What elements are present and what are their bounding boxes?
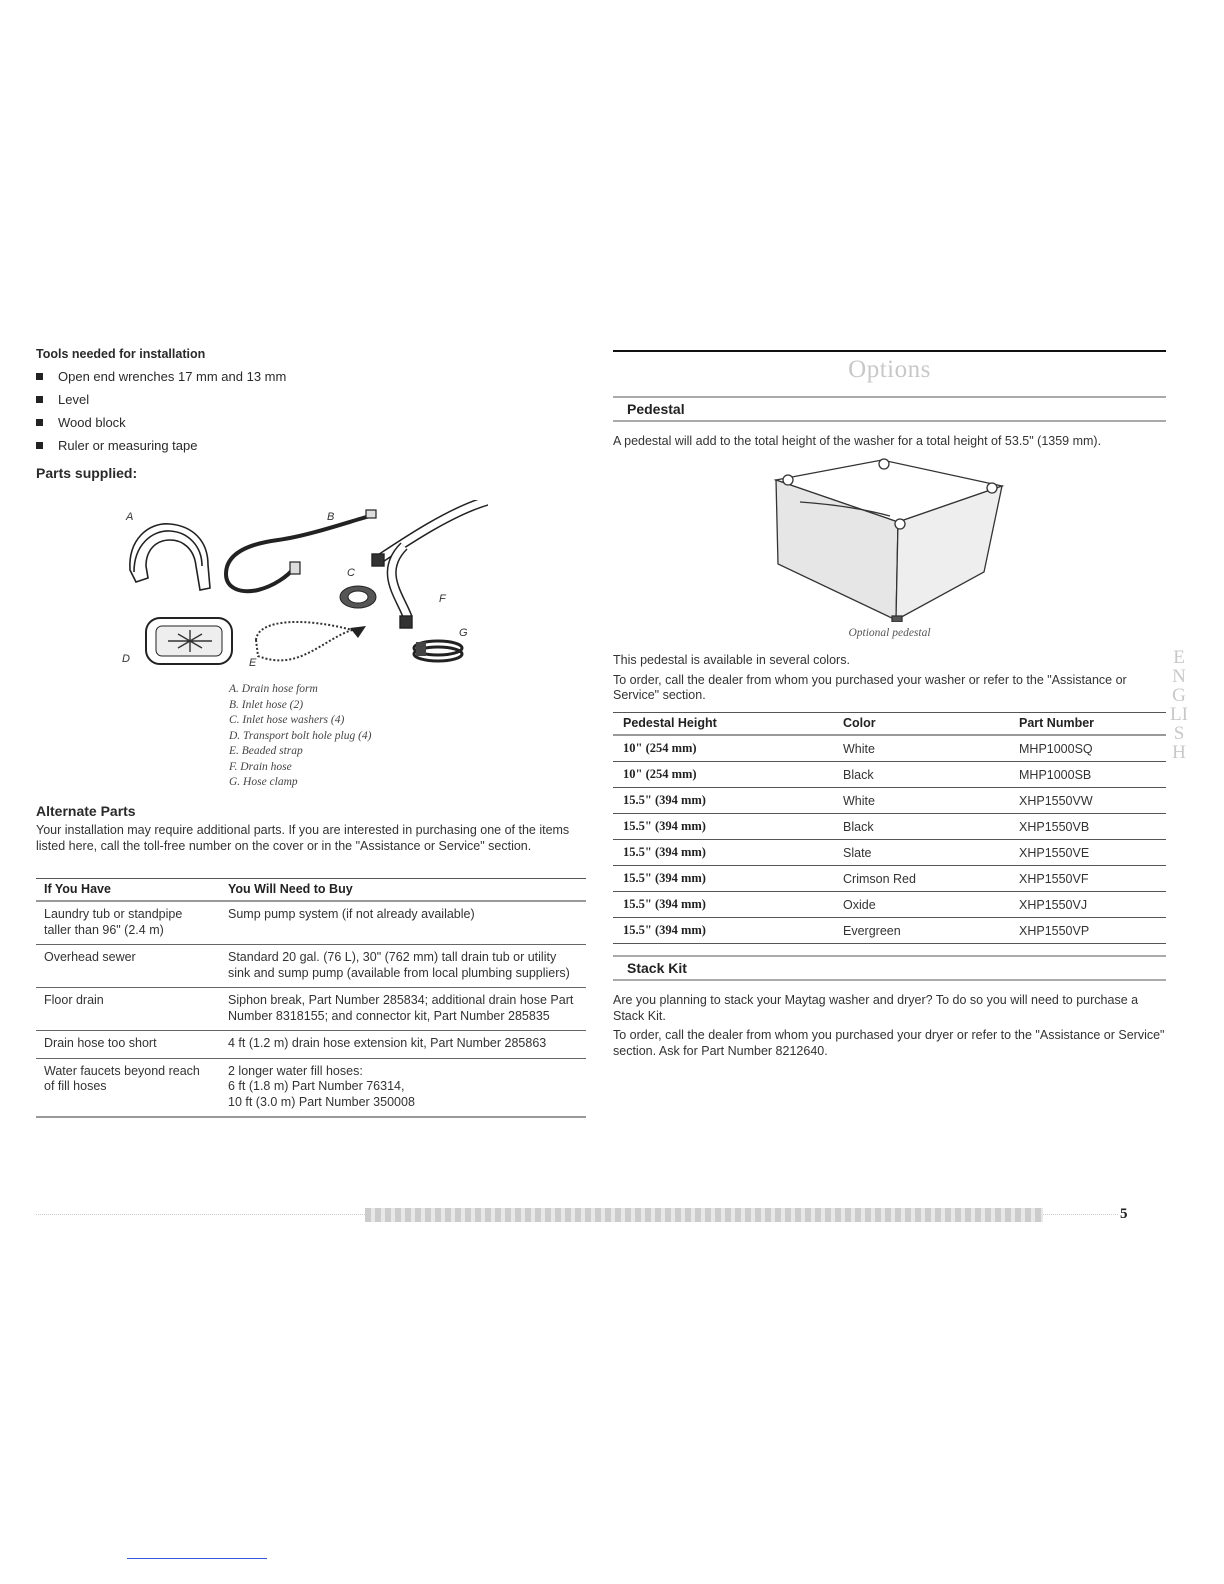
parts-captions: A. Drain hose form B. Inlet hose (2) C. Inlet hose washers (4) D. Transport bolt hole plug (4) E. Beaded strap F. Drain hose G. Hose clamp <box>229 683 372 788</box>
pedestal-colors-text: This pedestal is available in several colors. To order, call the dealer from whom you purchased your washer or refer to the "Assistance or Service" section. <box>613 653 1127 702</box>
table-row: Water faucets beyond reach of fill hoses 2 longer water fill hoses: 6 ft (1.8 m) Part Number 76314, 10 ft (3.0 m) Part Number 350008 <box>36 1058 586 1117</box>
footer-divider <box>1043 1214 1118 1215</box>
table-row: 15.5" (394 mm) Oxide XHP1550VJ <box>613 892 1166 918</box>
inlet-hose-washer-icon <box>340 586 376 608</box>
table-row: Overhead sewer Standard 20 gal. (76 L), 30" (762 mm) tall drain tub or utility sink and sump pump (available from local plumbing suppliers) <box>36 945 586 988</box>
table-row: 15.5" (394 mm) Slate XHP1550VE <box>613 840 1166 866</box>
pedestal-caption: Optional pedestal <box>848 627 931 639</box>
stack-kit-heading: Stack Kit <box>627 960 687 976</box>
bullet-icon <box>36 373 43 380</box>
page-number: 5 <box>1120 1206 1128 1222</box>
hose-clamp-icon <box>414 641 462 661</box>
table-row: Floor drain Siphon break, Part Number 285834; additional drain hose Part Number 8318155; and connector kit, Part Number 285835 <box>36 988 586 1031</box>
column-header: If You Have <box>36 879 220 902</box>
column-header: You Will Need to Buy <box>220 879 586 902</box>
part-letter-d: D <box>122 653 130 665</box>
bullet-icon <box>36 442 43 449</box>
pedestal-heading-band <box>613 396 1166 422</box>
bullet-icon <box>36 419 43 426</box>
pedestal-icon <box>776 459 1002 622</box>
part-letter-b: B <box>327 511 335 523</box>
pedestal-table <box>613 712 1166 944</box>
options-title: Options <box>848 356 931 383</box>
bullet-icon <box>36 396 43 403</box>
table-row: Drain hose too short 4 ft (1.2 m) drain hose extension kit, Part Number 285863 <box>36 1031 586 1059</box>
alternate-parts-table <box>36 878 586 1118</box>
alternate-parts-heading: Alternate Parts <box>36 803 136 819</box>
list-item: Ruler or measuring tape <box>36 438 286 461</box>
tools-list <box>36 369 286 461</box>
bottom-blue-line <box>127 1558 267 1559</box>
part-letter-a: A <box>126 511 134 523</box>
part-letter-e: E <box>249 657 257 669</box>
list-item: Level <box>36 392 286 415</box>
table-row: 15.5" (394 mm) White XHP1550VW <box>613 788 1166 814</box>
table-row: 15.5" (394 mm) Evergreen XHP1550VP <box>613 918 1166 944</box>
parts-illustration <box>108 500 488 675</box>
table-row: 15.5" (394 mm) Crimson Red XHP1550VF <box>613 866 1166 892</box>
pedestal-illustration <box>770 452 1010 622</box>
column-header: Part Number <box>1009 713 1166 736</box>
footer-divider <box>36 1214 365 1215</box>
pedestal-text: A pedestal will add to the total height of the washer for a total height of 53.5" (1359 mm). <box>613 434 1102 448</box>
tools-heading: Tools needed for installation <box>36 347 206 361</box>
part-letter-f: F <box>439 593 446 605</box>
inlet-hose-icon <box>226 510 376 591</box>
part-letter-g: G <box>459 627 468 639</box>
transport-bolt-plug-icon <box>146 618 232 664</box>
table-row: 10" (254 mm) White MHP1000SQ <box>613 735 1166 762</box>
list-item: Open end wrenches 17 mm and 13 mm <box>36 369 286 392</box>
stack-kit-text: Are you planning to stack your Maytag washer and dryer? To do so you will need to purchase a Stack Kit. To order, call the dealer from whom you purchased your dryer or refer to the "Assistance or Service" section. Ask for Part Number 8212640. <box>613 993 1165 1058</box>
drain-hose-form-icon <box>130 524 210 590</box>
table-row: 15.5" (394 mm) Black XHP1550VB <box>613 814 1166 840</box>
footer-bar <box>365 1208 1043 1222</box>
pedestal-heading: Pedestal <box>627 401 685 417</box>
beaded-strap-icon <box>256 622 366 660</box>
column-header: Pedestal Height <box>613 713 833 736</box>
language-side-label: ENGLISH <box>1170 647 1188 763</box>
table-row: 10" (254 mm) Black MHP1000SB <box>613 762 1166 788</box>
part-letter-c: C <box>347 567 355 579</box>
table-row: Laundry tub or standpipe taller than 96" (2.4 m) Sump pump system (if not already available) <box>36 901 586 945</box>
stack-kit-heading-band <box>613 955 1166 981</box>
column-header: Color <box>833 713 1009 736</box>
options-top-rule <box>613 350 1166 352</box>
drain-hose-icon <box>372 500 488 628</box>
list-item: Wood block <box>36 415 286 438</box>
parts-heading: Parts supplied: <box>36 465 138 481</box>
alternate-parts-intro: Your installation may require additional parts. If you are interested in purchasing one of the items listed here, call the toll-free number on the cover or in the "Assistance or Service" section. <box>36 823 570 853</box>
